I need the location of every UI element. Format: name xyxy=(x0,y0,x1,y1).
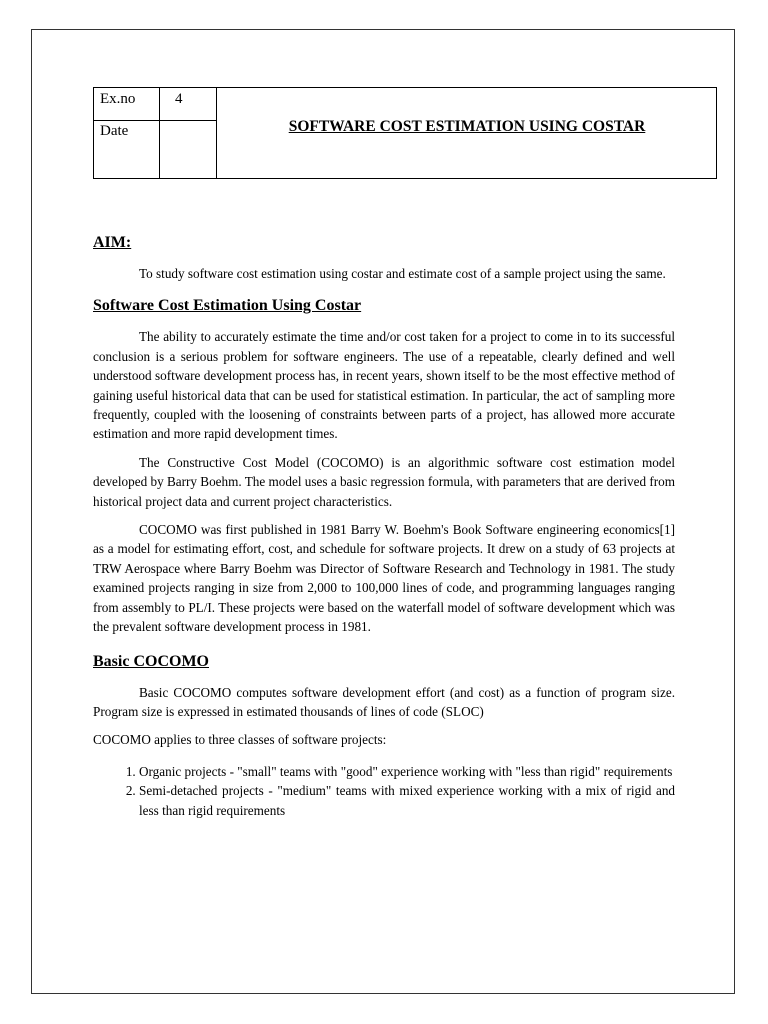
section-heading-costar: Software Cost Estimation Using Costar xyxy=(93,297,362,315)
list-intro: COCOMO applies to three classes of software projects: xyxy=(93,732,387,748)
paragraph: The Constructive Cost Model (COCOMO) is an algorithmic software cost estimation model developed by Barry Boehm. The model uses a basic regression formula, with parameters that are derived from historical project data and current project characteristics. xyxy=(93,454,676,509)
paragraph: Basic COCOMO computes software development effort (and cost) as a function of program size. Program size is expressed in estimated thousands of lines of code (SLOC) xyxy=(93,684,675,719)
paragraph: The ability to accurately estimate the time and/or cost taken for a project to come in to its successful conclusion is a serious problem for software engineers. The use of a repeatable, clearly defined and well understood software development process has, in recent years, shown itself to be the most effective method of gaining useful historical data that can be used for statistical estimation. In particular, the act of sampling more frequently, coupled with the loosening of constraints between parts of a project, has allowed more accurate estimation and more rapid development times. xyxy=(93,329,675,442)
table-divider xyxy=(94,120,217,121)
section-heading-basic-cocomo: Basic COCOMO xyxy=(93,652,209,670)
paragraph: COCOMO was first published in 1981 Barry W. Boehm's Book Software engineering economics[1] as a model for estimating effort, cost, and schedule for software projects. It drew on a study of 63 projects at TRW Aerospace where Barry Boehm was Director of Software Research and Technology in 1981. The study examined projects ranging in size from 2,000 to 100,000 lines of code, and programming languages ranging from assembly to PL/I. These projects were based on the waterfall model of software development which was the prevalent software development process in 1981. xyxy=(93,522,675,635)
date-label: Date xyxy=(100,123,129,139)
document-body xyxy=(93,232,675,820)
project-classes-list xyxy=(93,762,675,820)
document-title: SOFTWARE COST ESTIMATION USING COSTAR xyxy=(288,118,646,135)
aim-heading: AIM: xyxy=(93,234,132,251)
exno-value: 4 xyxy=(175,91,183,107)
exno-label: Ex.no xyxy=(100,91,136,107)
list-item: 2. Semi-detached projects - "medium" teams with mixed experience working with a mix of rigid and less than rigid requirements xyxy=(139,781,675,820)
aim-text: To study software cost estimation using costar and estimate cost of a sample project using the same. xyxy=(139,266,666,281)
table-divider xyxy=(159,88,160,178)
header-table xyxy=(93,87,717,179)
list-item: 1. Organic projects - "small" teams with "good" experience working with "less than rigid" requirements xyxy=(139,762,675,781)
